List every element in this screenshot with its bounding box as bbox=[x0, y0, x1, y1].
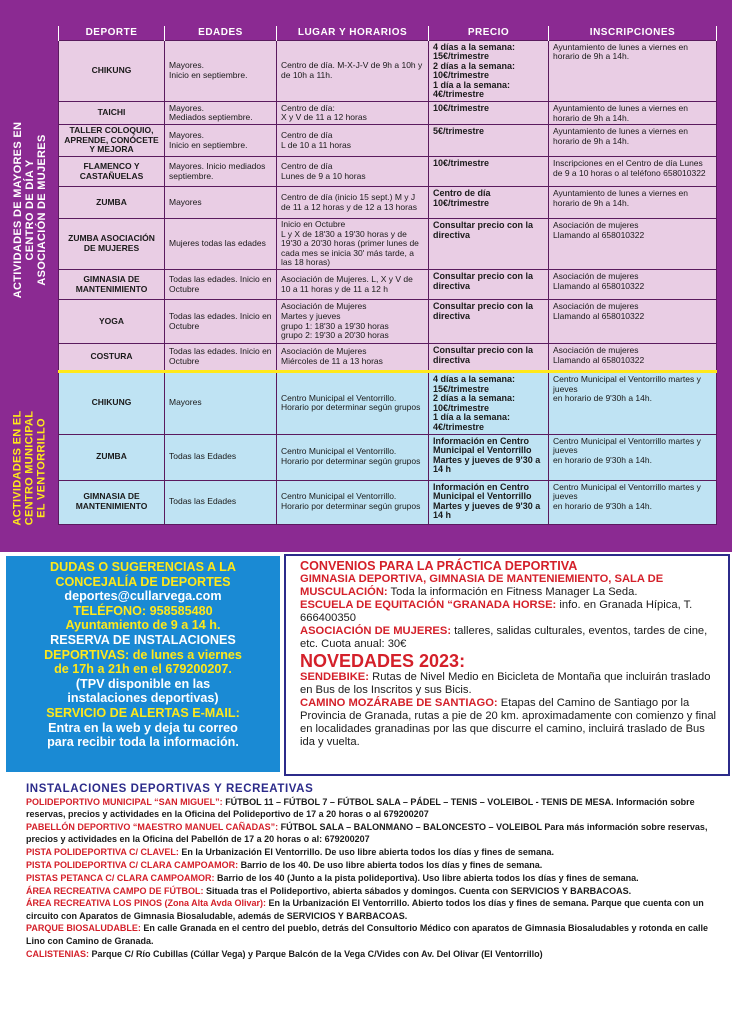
contact-email-link[interactable]: deportes@cullarvega.com bbox=[64, 589, 222, 604]
list-item bbox=[26, 897, 728, 922]
cell-precio: 4 días a la semana: 15€/trimestre 2 días a la semana: 10€/trimestre 1 día a la semana: 4€/trimestre bbox=[429, 372, 549, 435]
instalacion-name: PISTAS PETANCA C/ CLARA CAMPOAMOR: bbox=[26, 872, 215, 883]
tpv-note-1: (TPV disponible en las bbox=[75, 676, 211, 691]
convenio-equitacion-text: info. en Granada Hípica, T. 666400350 bbox=[300, 599, 693, 624]
cell-inscripciones: Ayuntamiento de lunes a viernes en horario de 9h a 14h. bbox=[549, 125, 717, 157]
header-lugar: LUGAR Y HORARIOS bbox=[277, 26, 429, 40]
cell-edades: Mayores. Mediados septiembre. bbox=[165, 102, 277, 125]
activities-table-body bbox=[59, 40, 717, 524]
instalaciones-section bbox=[26, 782, 728, 960]
cell-inscripciones: Centro Municipal el Ventorrillo martes y jueves en horario de 9'30h a 14h. bbox=[549, 434, 717, 480]
cell-edades: Todas las edades. Inicio en Octubre bbox=[165, 270, 277, 300]
instalacion-name: CALISTENIAS: bbox=[26, 948, 89, 959]
cell-edades: Todas las edades. Inicio en Octubre bbox=[165, 300, 277, 344]
cell-deporte: ZUMBA bbox=[59, 434, 165, 480]
instalacion-name: POLIDEPORTIVO MUNICIPAL “SAN MIGUEL”: bbox=[26, 797, 223, 807]
table-row bbox=[59, 187, 717, 219]
cell-precio: Consultar precio con la directiva bbox=[429, 300, 549, 344]
cell-precio: 5€/trimestre bbox=[429, 125, 549, 157]
side-label-line: CENTRO MUNICIPAL bbox=[24, 410, 36, 526]
header-inscripciones: INSCRIPCIONES bbox=[549, 26, 717, 40]
table-row bbox=[59, 157, 717, 187]
cell-inscripciones: Ayuntamiento de lunes a viernes en horario de 9h a 14h. bbox=[549, 102, 717, 125]
convenio-asociacion-text: talleres, salidas culturales, eventos, tardes de cine, etc. Cuota anual: 30€ bbox=[300, 625, 708, 650]
list-item bbox=[26, 821, 728, 846]
cell-precio: 4 días a la semana: 15€/trimestre 2 días a la semana: 10€/trimestre 1 día a la semana: 4€/trimestre bbox=[429, 40, 549, 102]
side-label-mayores bbox=[2, 32, 58, 388]
side-label-line: ACTIVIDADES DE MAYORES EN bbox=[12, 121, 24, 299]
cell-precio: Consultar precio con la directiva bbox=[429, 344, 549, 372]
cell-deporte: TALLER COLOQUIO, APRENDE, CONÓCETE Y MEJORA bbox=[59, 125, 165, 157]
table-row bbox=[59, 270, 717, 300]
cell-inscripciones: Ayuntamiento de lunes a viernes en horario de 9h a 14h. bbox=[549, 187, 717, 219]
instalacion-name: PABELLÓN DEPORTIVO “MAESTRO MANUEL CAÑADAS”: bbox=[26, 822, 279, 833]
cell-deporte: COSTURA bbox=[59, 344, 165, 372]
cell-edades: Mayores. Inicio en septiembre. bbox=[165, 40, 277, 102]
cell-precio: Consultar precio con la directiva bbox=[429, 219, 549, 270]
convenio-gimnasia-text: Toda la información en Fitness Manager La Seda. bbox=[387, 586, 638, 598]
novedad-camino-text: Etapas del Camino de Santiago por la Provincia de Granada, rutas a pie de 20 km. aproximadamente con comienzo y final en localidades granadinas por las que discurre el camino, incluirá traslado de Bus ida y vuelta. bbox=[300, 697, 717, 748]
instalacion-desc: Barrio de los 40. De uso libre abierta todos los días y fines de semana. bbox=[238, 859, 543, 870]
table-row bbox=[59, 300, 717, 344]
cell-lugar: Asociación de Mujeres. L, X y V de 10 a 11 horas y de 11 a 12 h bbox=[277, 270, 429, 300]
cell-edades: Todas las Edades bbox=[165, 480, 277, 524]
cell-edades: Mayores. Inicio mediados septiembre. bbox=[165, 157, 277, 187]
cell-edades: Todas las Edades bbox=[165, 434, 277, 480]
cell-precio: 10€/trimestre bbox=[429, 157, 549, 187]
side-label-line: CENTRO DE DÍA Y bbox=[24, 159, 36, 261]
cell-inscripciones: Asociación de mujeres Llamando al 658010322 bbox=[549, 300, 717, 344]
novedad-camino bbox=[300, 697, 721, 749]
cell-deporte: YOGA bbox=[59, 300, 165, 344]
header-precio: PRECIO bbox=[429, 26, 549, 40]
list-item bbox=[26, 872, 728, 884]
contact-box bbox=[4, 554, 282, 774]
header-deporte: DEPORTE bbox=[59, 26, 165, 40]
cell-edades: Mujeres todas las edades bbox=[165, 219, 277, 270]
tpv-note-2: instalaciones deportivas) bbox=[67, 691, 219, 706]
table-row bbox=[59, 102, 717, 125]
novedades-title: NOVEDADES 2023: bbox=[300, 651, 466, 671]
novedad-camino-title: CAMINO MOZÁRABE DE SANTIAGO: bbox=[300, 697, 498, 709]
side-label-ventorrillo-text bbox=[12, 410, 48, 525]
cell-precio: Centro de día 10€/trimestre bbox=[429, 187, 549, 219]
table-row bbox=[59, 125, 717, 157]
side-label-mayores-text bbox=[12, 122, 48, 298]
instalacion-desc: Parque C/ Río Cubillas (Cúllar Vega) y Parque Balcón de la Vega C/Vides con Av. Del Olivar (El Ventorrillo) bbox=[89, 948, 543, 959]
list-item bbox=[26, 922, 728, 947]
cell-lugar: Centro Municipal el Ventorrillo. Horario por determinar según grupos bbox=[277, 434, 429, 480]
table-row bbox=[59, 344, 717, 372]
instalacion-desc: FÚTBOL 11 – FÚTBOL 7 – FÚTBOL SALA – PÁDEL – TENIS – VOLEIBOL - TENIS DE MESA. Información sobre reservas, precios y actividades en la Oficina del Polideportivo de 17 a 20 horas o al 679200207 bbox=[26, 797, 695, 820]
table-row bbox=[59, 40, 717, 102]
cell-lugar: Inicio en Octubre L y X de 18'30 a 19'30 horas y de 19'30 a 20'30 horas (primer lunes de cada mes se inicia 30' más tarde, a las 18 horas) bbox=[277, 219, 429, 270]
table-row bbox=[59, 219, 717, 270]
cell-inscripciones: Ayuntamiento de lunes a viernes en horario de 9h a 14h. bbox=[549, 40, 717, 102]
convenios-box bbox=[284, 554, 730, 776]
list-item bbox=[26, 885, 728, 897]
cell-inscripciones: Asociación de mujeres Llamando al 658010322 bbox=[549, 219, 717, 270]
cell-lugar: Centro de día L de 10 a 11 horas bbox=[277, 125, 429, 157]
list-item bbox=[26, 796, 728, 821]
reserva-heading-3: de 17h a 21h en el 679200207. bbox=[54, 662, 232, 677]
instalacion-name: ÁREA RECREATIVA CAMPO DE FÚTBOL: bbox=[26, 885, 204, 896]
table-header-row bbox=[59, 26, 717, 40]
convenio-asociacion-title: ASOCIACIÓN DE MUJERES: bbox=[300, 625, 452, 637]
cell-precio: 10€/trimestre bbox=[429, 102, 549, 125]
convenio-equitacion-title: ESCUELA DE EQUITACIÓN “GRANADA HORSE: bbox=[300, 599, 557, 611]
cell-lugar: Asociación de Mujeres Miércoles de 11 a 13 horas bbox=[277, 344, 429, 372]
cell-lugar: Centro Municipal el Ventorrillo. Horario por determinar según grupos bbox=[277, 480, 429, 524]
cell-inscripciones: Centro Municipal el Ventorrillo martes y jueves en horario de 9'30h a 14h. bbox=[549, 372, 717, 435]
instalacion-desc: En la Urbanización El Ventorrillo. Abierto todos los días y fines de semana. Parque que cuenta con un circuito con Aparatos de Gimnasia Biosaludable, además de SERVICIOS Y BARBACOAS. bbox=[26, 898, 704, 921]
activities-table bbox=[58, 26, 717, 525]
cell-edades: Mayores bbox=[165, 372, 277, 435]
cell-lugar: Centro de día Lunes de 9 a 10 horas bbox=[277, 157, 429, 187]
side-label-ventorrillo bbox=[2, 388, 58, 548]
side-label-line: ASOCIACIÓN DE MUJERES bbox=[36, 134, 48, 286]
list-item bbox=[26, 859, 728, 871]
cell-deporte: TAICHI bbox=[59, 102, 165, 125]
alert-text-2: para recibir toda la información. bbox=[47, 735, 239, 750]
cell-lugar: Asociación de Mujeres Martes y jueves grupo 1: 18'30 a 19'30 horas grupo 2: 19'30 a 20'30 horas bbox=[277, 300, 429, 344]
reserva-heading-2: DEPORTIVAS: de lunes a viernes bbox=[44, 647, 242, 662]
cell-precio: Consultar precio con la directiva bbox=[429, 270, 549, 300]
alert-text-1: Entra en la web y deja tu correo bbox=[48, 720, 238, 735]
cell-lugar: Centro de día (inicio 15 sept.) M y J de 11 a 12 horas y de 12 a 13 horas bbox=[277, 187, 429, 219]
cell-deporte: CHIKUNG bbox=[59, 372, 165, 435]
reserva-heading-1: RESERVA DE INSTALACIONES bbox=[50, 632, 236, 647]
instalacion-name: PARQUE BIOSALUDABLE: bbox=[26, 923, 141, 934]
cell-edades: Mayores. Inicio en septiembre. bbox=[165, 125, 277, 157]
contact-phone: TELÉFONO: 958585480 bbox=[73, 603, 213, 618]
list-item bbox=[26, 846, 728, 858]
header-edades: EDADES bbox=[165, 26, 277, 40]
cell-precio: Información en Centro Municipal el Ventorrillo Martes y jueves de 9'30 a 14 h bbox=[429, 434, 549, 480]
novedad-sendebike-title: SENDEBIKE: bbox=[300, 671, 369, 683]
novedad-sendebike-text: Rutas de Nivel Medio en Bicicleta de Montaña que incluirán traslado en Bus de los Inscritos y sus Bicis. bbox=[300, 671, 711, 696]
instalacion-desc: Situada tras el Polideportivo, abierta sábados y domingos. Cuenta con SERVICIOS Y BARBACOAS. bbox=[203, 885, 632, 896]
cell-lugar: Centro Municipal el Ventorrillo. Horario por determinar según grupos bbox=[277, 372, 429, 435]
cell-deporte: GIMNASIA DE MANTENIMIENTO bbox=[59, 270, 165, 300]
instalacion-desc: Barrio de los 40 (Junto a la pista polideportiva). Uso libre abierta todos los días y fines de semana. bbox=[214, 872, 639, 883]
novedad-sendebike bbox=[300, 671, 721, 697]
contact-hours: Ayuntamiento de 9 a 14 h. bbox=[65, 618, 221, 633]
instalaciones-title: INSTALACIONES DEPORTIVAS Y RECREATIVAS bbox=[26, 783, 314, 795]
cell-deporte: GIMNASIA DE MANTENIMIENTO bbox=[59, 480, 165, 524]
cell-lugar: Centro de día: X y V de 11 a 12 horas bbox=[277, 102, 429, 125]
convenio-equitacion bbox=[300, 599, 721, 625]
contact-heading-2: CONCEJALÍA DE DEPORTES bbox=[55, 574, 231, 589]
table-row bbox=[59, 480, 717, 524]
table-row bbox=[59, 372, 717, 435]
instalacion-name: PISTA POLIDEPORTIVA C/ CLAVEL: bbox=[26, 847, 179, 858]
cell-precio: Información en Centro Municipal el Ventorrillo Martes y jueves de 9'30 a 14 h bbox=[429, 480, 549, 524]
convenio-gimnasia bbox=[300, 573, 721, 599]
convenio-gimnasia-title: GIMNASIA DEPORTIVA, GIMNASIA DE MANTENIEMIENTO, SALA DE MUSCULACIÓN: bbox=[300, 573, 664, 598]
instalacion-name: PISTA POLIDEPORTIVA C/ CLARA CAMPOAMOR: bbox=[26, 859, 239, 870]
cell-deporte: ZUMBA ASOCIACIÓN DE MUJERES bbox=[59, 219, 165, 270]
alert-heading: SERVICIO DE ALERTAS E-MAIL: bbox=[46, 705, 240, 720]
cell-inscripciones: Asociación de mujeres Llamando al 658010322 bbox=[549, 344, 717, 372]
cell-inscripciones: Centro Municipal el Ventorrillo martes y jueves en horario de 9'30h a 14h. bbox=[549, 480, 717, 524]
instalacion-desc: FÚTBOL SALA – BALONMANO – BALONCESTO – VOLEIBOL Para más información sobre reservas, precios y actividades en la Oficina del Pabellón de 17 a 20 horas o al: 679200207 bbox=[26, 822, 708, 845]
cell-edades: Todas las edades. Inicio en Octubre bbox=[165, 344, 277, 372]
side-label-line: ACTIVIDADES EN EL bbox=[12, 410, 24, 526]
cell-lugar: Centro de día. M-X-J-V de 9h a 10h y de 10h a 11h. bbox=[277, 40, 429, 102]
contact-heading-1: DUDAS O SUGERENCIAS A LA bbox=[50, 560, 236, 574]
cell-inscripciones: Asociación de mujeres Llamando al 658010322 bbox=[549, 270, 717, 300]
cell-edades: Mayores bbox=[165, 187, 277, 219]
instalacion-desc: En la Urbanización El Ventorrillo. De uso libre abierta todos los días y fines de semana. bbox=[178, 847, 554, 858]
side-label-line: EL VENTORRILLO bbox=[36, 418, 48, 518]
instalacion-name: ÁREA RECREATIVA LOS PINOS (Zona Alta Avda Olivar): bbox=[26, 898, 267, 909]
list-item bbox=[26, 948, 728, 960]
cell-deporte: CHIKUNG bbox=[59, 40, 165, 102]
table-row bbox=[59, 434, 717, 480]
cell-deporte: FLAMENCO Y CASTAÑUELAS bbox=[59, 157, 165, 187]
cell-deporte: ZUMBA bbox=[59, 187, 165, 219]
convenios-title: CONVENIOS PARA LA PRÁCTICA DEPORTIVA bbox=[300, 559, 578, 573]
convenio-asociacion bbox=[300, 625, 721, 651]
instalacion-desc: En calle Granada en el centro del pueblo, detrás del Consultorio Médico con aparatos de Gimnasia Biosaludables y rotonda en calle Lino con Camino de Granada. bbox=[26, 923, 708, 946]
cell-inscripciones: Inscripciones en el Centro de día Lunes de 9 a 10 horas o al teléfono 658010322 bbox=[549, 157, 717, 187]
instalaciones-list bbox=[26, 796, 728, 960]
